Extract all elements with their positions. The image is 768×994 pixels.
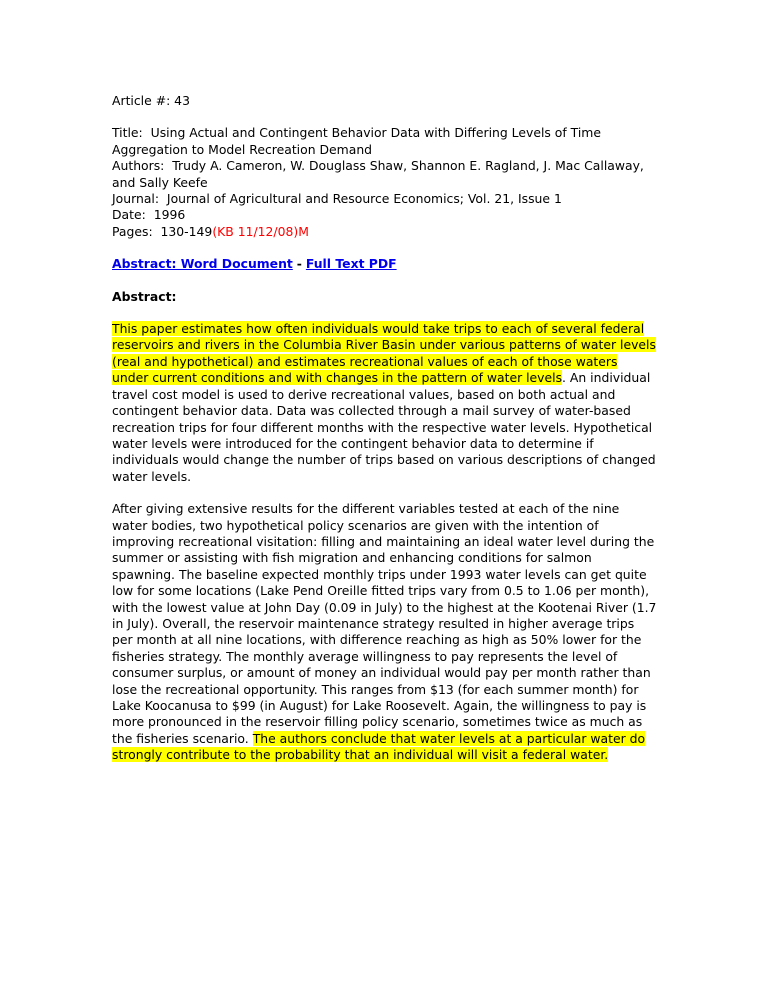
- article-authors-line: [112, 158, 657, 191]
- date-label: Date:: [112, 207, 146, 223]
- article-pages-line: [112, 224, 657, 240]
- link-separator: -: [296, 256, 302, 272]
- abstract-paragraph-1: [112, 321, 657, 485]
- article-number: Article #: 43: [112, 93, 190, 108]
- article-journal: Journal of Agricultural and Resource Economics; Vol. 21, Issue 1: [166, 191, 562, 207]
- article-authors: Trudy A. Cameron, W. Douglass Shaw, Shannon E. Ragland, J. Mac Callaway, and Sally Keefe: [112, 158, 644, 190]
- full-text-pdf-link[interactable]: Full Text PDF: [305, 256, 397, 272]
- journal-label: Journal:: [112, 191, 160, 207]
- highlighted-text: This paper estimates how often individuals would take trips to each of several federal reservoirs and rivers in the Columbia River Basin under various patterns of water levels (real and hypothetical) and estimates recreational values of each of those waters under current conditions and with changes in the pattern of water levels: [112, 321, 656, 386]
- abstract-links: [112, 256, 657, 272]
- abstract-heading: Abstract:: [112, 288, 177, 304]
- abstract-paragraph-2: [112, 501, 657, 764]
- pages-label: Pages:: [112, 223, 153, 239]
- paragraph-text: . An individual travel cost model is used to derive recreational values, based on both actual and contingent behavior data. Data was collected through a mail survey of water-based recreation trips for four different months with the respective water levels. Hypothetical water levels were introduced for the contingent behavior data to determine if individuals would change the number of trips based on various descriptions of changed water levels.: [112, 370, 656, 484]
- word-document-link[interactable]: Abstract: Word Document: [112, 256, 293, 272]
- spacer: [112, 305, 657, 321]
- title-label: Title:: [112, 125, 143, 141]
- spacer: [112, 109, 657, 125]
- article-date: 1996: [153, 207, 186, 223]
- paragraph-text: After giving extensive results for the different variables tested at each of the nine water bodies, two hypothetical policy scenarios are given with the intention of improving recreational visitation: filling and maintaining an ideal water level during the summer or assisting with fish migration and enhancing conditions for salmon spawning. The baseline expected monthly trips under 1993 water levels can get quite low for some locations (Lake Pend Oreille fitted trips vary from 0.5 to 1.06 per month), with the lowest value at John Day (0.09 in July) to the highest at the Kootenai River (1.7 in July). Overall, the reservoir maintenance strategy resulted in higher average trips per month at all nine locations, with difference reaching as high as 50% lower for the fisheries strategy. The monthly average willingness to pay represents the level of consumer surplus, or amount of money an individual would pay per month rather than lose the recreational opportunity. This ranges from $13 (for each summer month) for Lake Koocanusa to $99 (in August) for Lake Roosevelt. Again, the willingness to pay is more pronounced in the reservoir filling policy scenario, sometimes twice as much as the fisheries scenario.: [112, 501, 657, 746]
- authors-label: Authors:: [112, 158, 165, 174]
- article-date-line: [112, 207, 657, 223]
- article-title: Using Actual and Contingent Behavior Data with Differing Levels of Time Aggregation to Model Recreation Demand: [112, 125, 601, 157]
- article-title-line: [112, 125, 657, 158]
- article-journal-line: [112, 191, 657, 207]
- article-pages: 130-149: [160, 223, 213, 239]
- highlighted-text: The authors conclude that water levels at a particular water do strongly contribute to the probability that an individual will visit a federal water.: [112, 730, 646, 763]
- pages-note: (KB 11/12/08)M: [212, 223, 309, 239]
- article-record: [112, 93, 657, 764]
- spacer: [112, 273, 657, 289]
- spacer: [112, 240, 657, 256]
- spacer: [112, 485, 657, 501]
